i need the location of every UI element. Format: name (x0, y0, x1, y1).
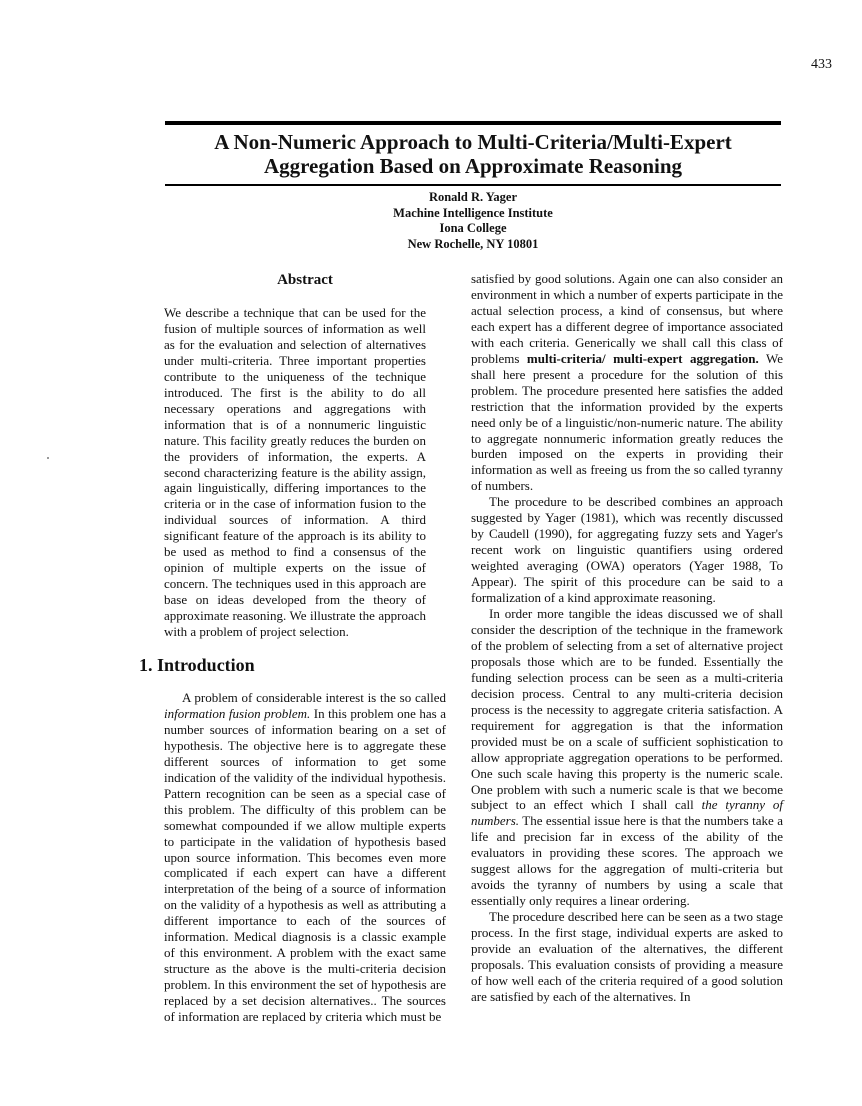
author-affiliation-1: Machine Intelligence Institute (393, 205, 553, 220)
abstract-heading: Abstract (277, 272, 333, 288)
title-line-2: Aggregation Based on Approximate Reasoning (263, 154, 683, 178)
title-top-rule (165, 121, 781, 125)
right-p3-rest: The essential issue here is that the numbers take a life and precision far in excess of the ability of the evaluators in providing these scores. The approach we suggest allows for the aggregation of multi-criteria but avoids the tyranny of numbers by using a scale that essentially only requires a linear ordering. (471, 813, 783, 909)
author-affiliation-2: Iona College (439, 221, 507, 235)
page-number: 433 (811, 57, 832, 72)
right-p1-rest: We shall here present a procedure for the solution of this problem. The procedure presented here satisfies the added restriction that the information provided by the experts need only be of a linguistic/non-numeric nature. The ability to aggregate nonnumeric information greatly reduces the burden imposed on the experts in providing their information as well as freeing us from the so called tyranny of numbers. (471, 350, 783, 494)
right-p3-emphasis: the tyranny of numbers. (471, 797, 783, 829)
abstract-text: We describe a technique that can be used for the fusion of multiple sources of information as well as for the evaluation and selection of alternatives under multi-criteria. Three important properties contribute to the uniqueness of the technique introduced. The first is the ability to do all necessary operations and aggregations with information that is of a nonnumeric linguistic nature. This facility greatly reduces the burden on the providers of information, the experts. A second characterizing feature is the ability assign, again linguistically, differing importances to the criteria or in the case of information fusion to the individual sources of information. A third significant feature of the approach is its ability to be used as method to find a consensus of the opinion of multiple experts on the issue of concern. The techniques used in this approach are base on ideas developed from the theory of approximate reasoning. We illustrate the approach with a problem of project selection. (164, 305, 426, 640)
author-name: Ronald R. Yager (428, 190, 518, 204)
right-paragraph-1 (471, 271, 783, 494)
title-bottom-rule (165, 184, 781, 186)
intro-p1-rest: In this problem one has a number sources of information bearing on a set of hypothesis. The objective here is to aggregate these different sources of information to get some indication of the validity of the individual hypothesis. Pattern recognition can be seen as a special case of this problem. The difficulty of this problem can be somewhat compounded if we allow multiple experts to participate in the validation of hypothesis based upon source information. This becomes even more complicated if each expert can have a different interpretation of the being of a source of information on the validity of a hypothesis as well as attributing a different importance to each of the sources of information. Medical diagnosis is a classic example of this environment. A problem with the exact same structure as the above is the multi-criteria decision problem. In this environment the set of hypothesis are replaced by a set decision alternatives.. The sources of information are replaced by criteria which must be (164, 705, 446, 1025)
right-column (471, 271, 783, 1005)
introduction-section (164, 690, 446, 1025)
right-p1-bold: multi-criteria/ multi-expert aggregation. (526, 350, 759, 366)
author-block (320, 190, 626, 252)
paper-title (165, 130, 781, 178)
right-p3-start: In order more tangible the ideas discussed we of shall consider the description of the technique in the framework of the problem of selecting from a set of alternative project proposals those which are to be funded. Essentially the funding selection process can be seen as a multi-criteria decision process. Central to any multi-criteria decision process is the necessity to aggregate criteria satisfaction. A requirement for aggregation is that the information provided must be on a scale of sufficient sophistication to allow appropriate aggregation operations to be performed. One such scale having this property is the numeric scale. One problem with such a numeric scale is that we become subject to an effect which I shall call (471, 606, 783, 813)
right-paragraph-2: The procedure to be described combines an approach suggested by Yager (1981), which was recently discussed by Caudell (1990), for aggregating fuzzy sets and Yager's recent work on linguistic quantifiers using ordered weighted averaging (OWA) operators (Yager 1988, To Appear). The spirit of this procedure can be said to a formalization of a kind approximate reasoning. (471, 494, 783, 606)
title-line-1: A Non-Numeric Approach to Multi-Criteria/Multi-Expert (214, 130, 732, 154)
abstract-section (164, 271, 446, 640)
right-paragraph-4: The procedure described here can be seen as a two stage process. In the first stage, individual experts are asked to provide an evaluation of the alternatives, the different proposals. This evaluation consists of providing a measure of how well each of the criteria required of a good solution are satisfied by each of the alternatives. In (471, 909, 783, 1004)
introduction-paragraph (164, 690, 446, 1025)
right-paragraph-3 (471, 606, 783, 909)
introduction-heading: 1. Introduction (139, 655, 255, 675)
intro-p1-start: A problem of considerable interest is the so called (182, 690, 446, 705)
scan-speck (47, 457, 49, 459)
intro-p1-emphasis: information fusion problem. (164, 705, 311, 721)
right-p1-start: satisfied by good solutions. Again one can also consider an environment in which a number of experts participate in the actual selection process, a kind of consensus, but where each expert has a different degree of importance associated with each criteria. Generically we shall call this class of problems (471, 271, 783, 366)
author-address: New Rochelle, NY 10801 (407, 236, 539, 251)
